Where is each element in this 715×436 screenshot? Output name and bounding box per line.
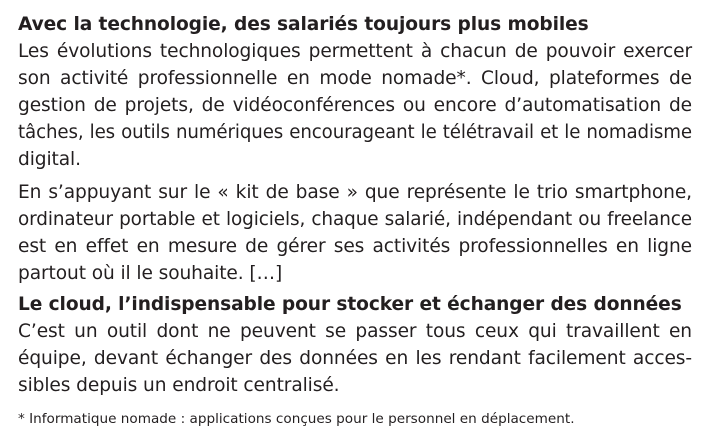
paragraph-line: son activité professionnelle en mode nomade*. Cloud, plateformes de xyxy=(18,68,692,89)
paragraph-line: digital. xyxy=(18,149,81,170)
footnote: * Informatique nomade : applications conçues pour le personnel en déplacement. xyxy=(18,411,575,427)
paragraph-line: gestion de projets, de vidéoconférences ou encore d’automatisation de xyxy=(18,95,692,116)
paragraph-line: En s’appuyant sur le « kit de base » que représente le trio smartphone, xyxy=(18,182,692,203)
paragraph-line: tâches, les outils numériques encourageant le télétravail et le nomadisme xyxy=(18,122,692,143)
paragraph-line: équipe, devant échanger des données en les rendant facilement acces- xyxy=(18,348,692,369)
paragraph-line: C’est un outil dont ne peuvent se passer tous ceux qui travaillent en xyxy=(18,321,692,342)
paragraph-line: est en effet en mesure de gérer ses activités professionnelles en ligne xyxy=(18,236,692,257)
paragraph-line: sibles depuis un endroit centralisé. xyxy=(18,375,340,396)
paragraph-line: partout où il le souhaite. […] xyxy=(18,263,283,284)
section-heading-cloud: Le cloud, l’indispensable pour stocker et échanger des données xyxy=(18,294,682,315)
paragraph-line: ordinateur portable et logiciels, chaque salarié, indépendant ou freelance xyxy=(18,209,692,230)
paragraph-line: Les évolutions technologiques permettent à chacun de pouvoir exercer xyxy=(18,41,692,62)
section-heading-mobility: Avec la technologie, des salariés toujours plus mobiles xyxy=(18,14,589,35)
